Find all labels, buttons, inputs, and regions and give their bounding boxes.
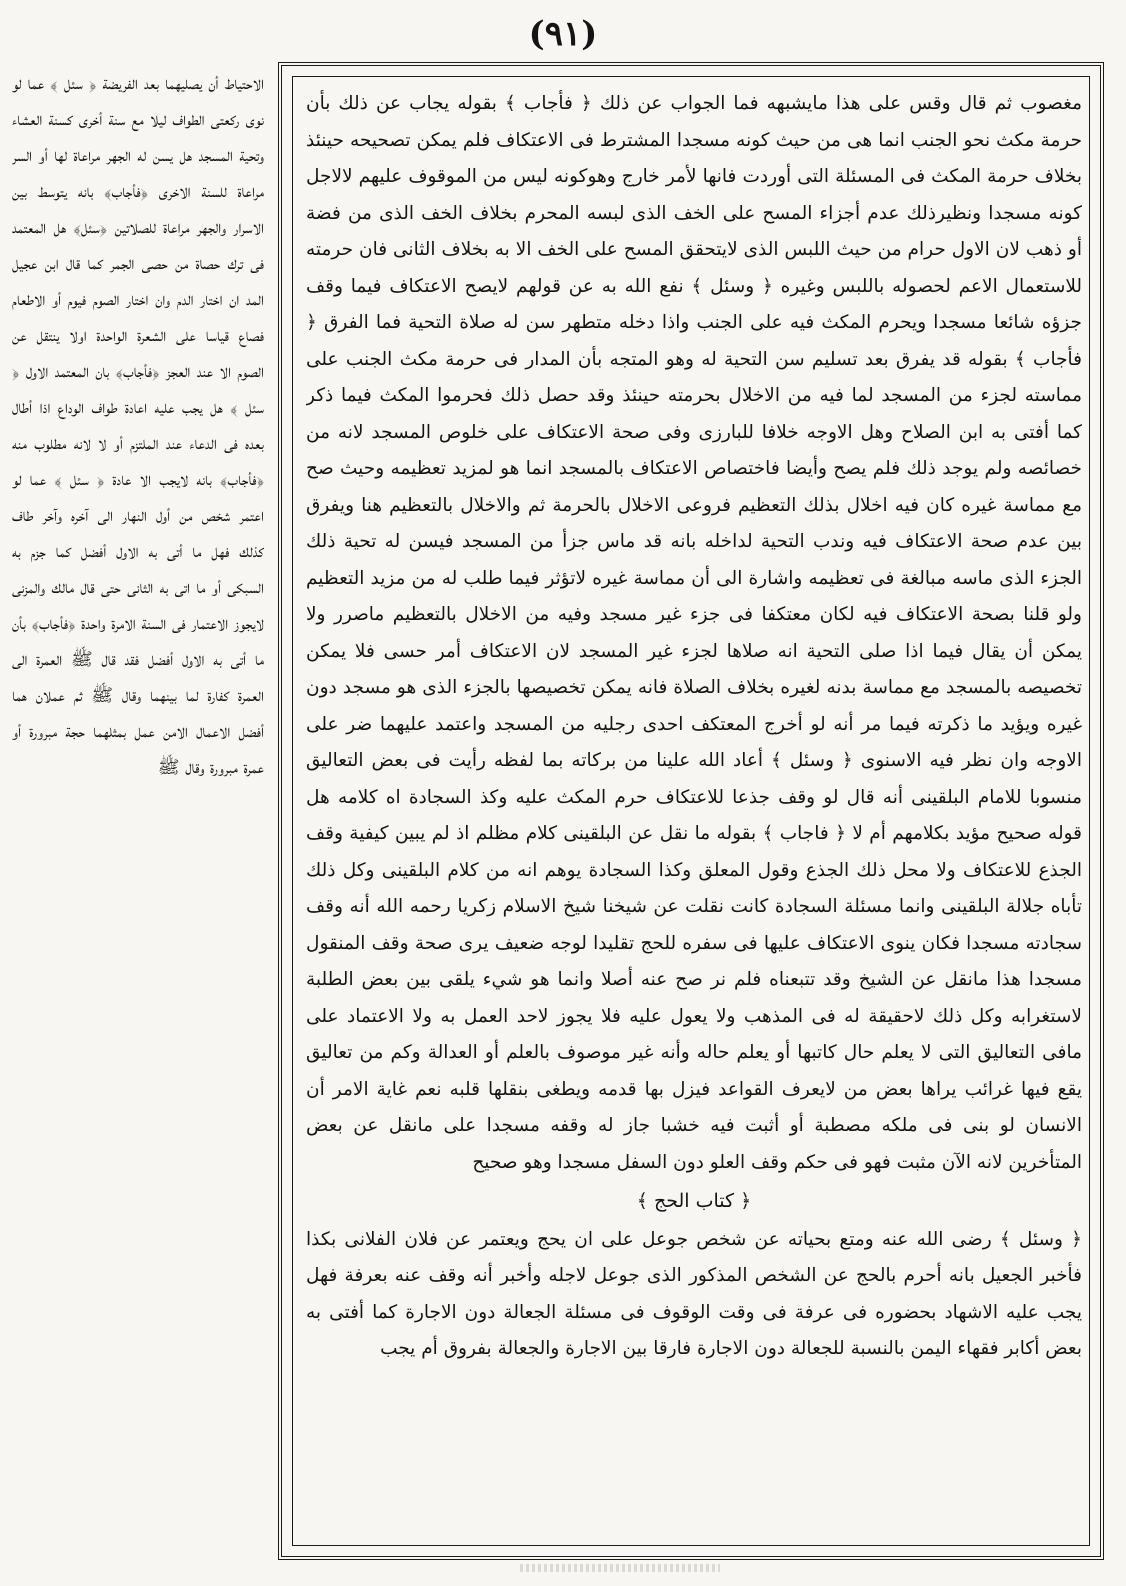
print-footer-mark — [520, 1564, 720, 1572]
main-text-body — [306, 86, 1082, 1546]
main-paragraph: مغصوب ثم قال وقس على هذا مايشبهه فما الجواب عن ذلك ﴿ فأجاب ﴾ بقوله يجاب عن ذلك بأن حرمة مكث نحو الجنب انما هى من حيث كونه مسجدا المشترط فى الاعتكاف فلم يمكن تصحيحه حينئذ بخلاف حرمة المكث فى المسئلة التى أوردت فانها لأمر خارج وهوكونه ليس من الموقوف عليهم لالاجل كونه مسجدا ونظيرذلك عدم أجزاء المسح على الخف الذى لبسه المحرم بخلاف الخف الذى من فضة أو ذهب لان الاول حرام من حيث اللبس الذى لايتحقق المسح على الخف الا به بخلاف الثانى فان حرمته للاستعمال الاعم لحصوله باللبس وغيره ﴿ وسئل ﴾ نفع الله به عن قولهم لايصح الاعتكاف فيما وقف جزؤه شائعا مسجدا ويحرم المكث فيه على الجنب واذا دخله متطهر سن له صلاة التحية فما الفرق ﴿ فأجاب ﴾ بقوله قد يفرق بعد تسليم سن التحية له وهو المتجه بأن المدار فى حرمة مكث الجنب على مماسته لجزء من المسجد لما فيه من الاخلال بحرمته حينئذ وقد حصل ذلك فحرموا المكث فيما ذكر كما أفتى به ابن الصلاح وهل الاوجه خلافا للبارزى وفى صحة الاعتكاف على خلوص المسجد لانه من خصائصه ولم يوجد ذلك فلم يصح وأيضا فاختصاص الاعتكاف بالمسجد انما هو لمزيد تعظيمه وحيث صح مع مماسة غيره كان فيه اخلال بذلك التعظيم فروعى الاخلال بالحرمة ثم والاخلال بالتعظيم هنا ويفرق بين عدم صحة الاعتكاف فيه وندب التحية لداخله بانه قد ماس جزأ من المسجد فيسن له تحية ذلك الجزء الذى ماسه مبالغة فى تعظيمه واشارة الى أن مماسة غيره لاتؤثر فيما طلب له من مزيد التعظيم ولو قلنا بصحة الاعتكاف فيه لكان معتكفا فى جزء غير مسجد وفيه من الاخلال بالتعظيم ماصرر ولا يمكن أن يقال فيما اذا صلى التحية انه صلاها لجزء غير المسجد لان الاعتكاف أمر حسى فلا يمكن تخصيصه بالمسجد مع مماسة بدنه لغيره بخلاف الصلاة فانه يمكن تخصيصها بالجزء الذى هو مسجد دون غيره ويؤيد ما ذكرته فيما مر أنه لو أخرج المعتكف احدى رجليه من المسجد واعتمد عليهما ضر على الاوجه وان نظر فيه الاسنوى ﴿ وسئل ﴾ أعاد الله علينا من بركاته بما لفظه رأيت فى بعض التعاليق منسوبا للامام البلقينى أنه قال لو وقف جذعا للاعتكاف حرم المكث عليه وكذ السجادة اه كلامه هل قوله صحيح مؤيد بكلامهم أم لا ﴿ فاجاب ﴾ بقوله ما نقل عن البلقينى كلام مظلم اذ لم يبين كيفية وقف الجذع للاعتكاف ولا محل ذلك الجذع وقول المعلق وكذا السجادة يوهم انه من كلام البلقينى وكل ذلك تأباه جلالة البلقينى وانما مسئلة السجادة كانت نقلت عن شيخنا شيخ الاسلام زكريا رحمه الله أنه وقف سجادته مسجدا فكان ينوى الاعتكاف عليها فى سفره للحج تقليدا لوجه ضعيف يرى صحة وقف المنقول مسجدا هذا مانقل عن الشيخ وقد تتبعناه فلم نر صح عنه أصلا وانما هو شيء يلقى بين بعض الطلبة لاستغرابه وكل ذلك لاحقيقة له فى المذهب ولا يعول عليه فلا يجوز لاحد العمل به ولا الاعتماد على مافى التعاليق التى لا يعلم حال كاتبها أو يعلم حاله وأنه غير موصوف بالعلم أو العدالة وكم من تعاليق يقع فيها غرائب يراها بعض من لايعرف القواعد فيزل بها قدمه ويطغى بنقلها قلبه نعم غاية الامر أن الانسان لو بنى فى ملكه مصطبة أو أثبت فيه خشبا جاز له وقفه مسجدا على مانقل عن بعض المتأخرين لانه الآن مثبت فهو فى حكم وقف العلو دون السفل مسجدا وهو صحيح — [306, 93, 1082, 1173]
page-number: (٩١) — [528, 14, 598, 54]
section-heading: ﴿ كتاب الحج ﴾ — [636, 1190, 752, 1212]
margin-commentary — [12, 66, 264, 1546]
margin-paragraph: الاحتياط أن يصليهما بعد الفريضة ﴿ سئل ﴾ عما لو نوى ركعتى الطواف ليلا مع سنة أخرى كسنة العشاء وتحية المسجد هل يسن له الجهر مراعاة لها أو السر مراعاة للسنة الاخرى ﴿فأجاب﴾ بانه يتوسط بين الاسرار والجهر مراعاة للصلاتين ﴿سئل﴾ هل المعتمد فى ترك حصاة من حصى الجمر كما قال ابن عجيل المد ان اختار الدم وان اختار الصوم فيوم أو الاطعام فصاع قياسا على الشعرة الواحدة اولا ينتقل عن الصوم الا عند العجز ﴿فأجاب﴾ بان المعتمد الاول ﴿ سئل ﴾ هل يجب عليه اعادة طواف الوداع اذا أطال بعده فى الدعاء عند الملتزم أو لا لانه مطلوب منه ﴿فأجاب﴾ بانه لايجب الا عادة ﴿ سئل ﴾ عما لو اعتمر شخص من أول النهار الى آخره وآخر طاف كذلك فهل ما أتى به الاول أفضل كما جزم به السبكى أو ما اتى به الثانى حتى قال مالك والمزنى لايجوز الاعتمار فى السنة الامرة واحدة ﴿فأجاب﴾ بأن ما أتى به الاول أفضل فقد قال ﷺ العمرة الى العمرة كفارة لما بينهما وقال ﷺ ثم عملان هما أفضل الاعمال الامن عمل بمثلهما حجة مبرورة أو عمرة مبرورة وقال ﷺ — [12, 73, 264, 778]
main-paragraph: ﴿ وسئل ﴾ رضى الله عنه ومتع بحياته عن شخص جوعل على ان يحج ويعتمر عن فلان الفلانى بكذا فأخبر الجعيل بانه أحرم بالحج عن الشخص المذكور الذى جوعل لاجله وأخبر أنه وقف عنه بعرفة فهل يجب عليه الاشهاد بحضوره فى عرفة فى وقت الوقوف فى مسئلة الجعالة دون الاجارة كما أفتى به بعض أكابر فقهاء اليمن بالنسبة للجعالة دون الاجارة فارقا بين الاجارة والجعالة بفروق أم يجب — [306, 1228, 1082, 1359]
main-text-frame — [278, 62, 1104, 1560]
